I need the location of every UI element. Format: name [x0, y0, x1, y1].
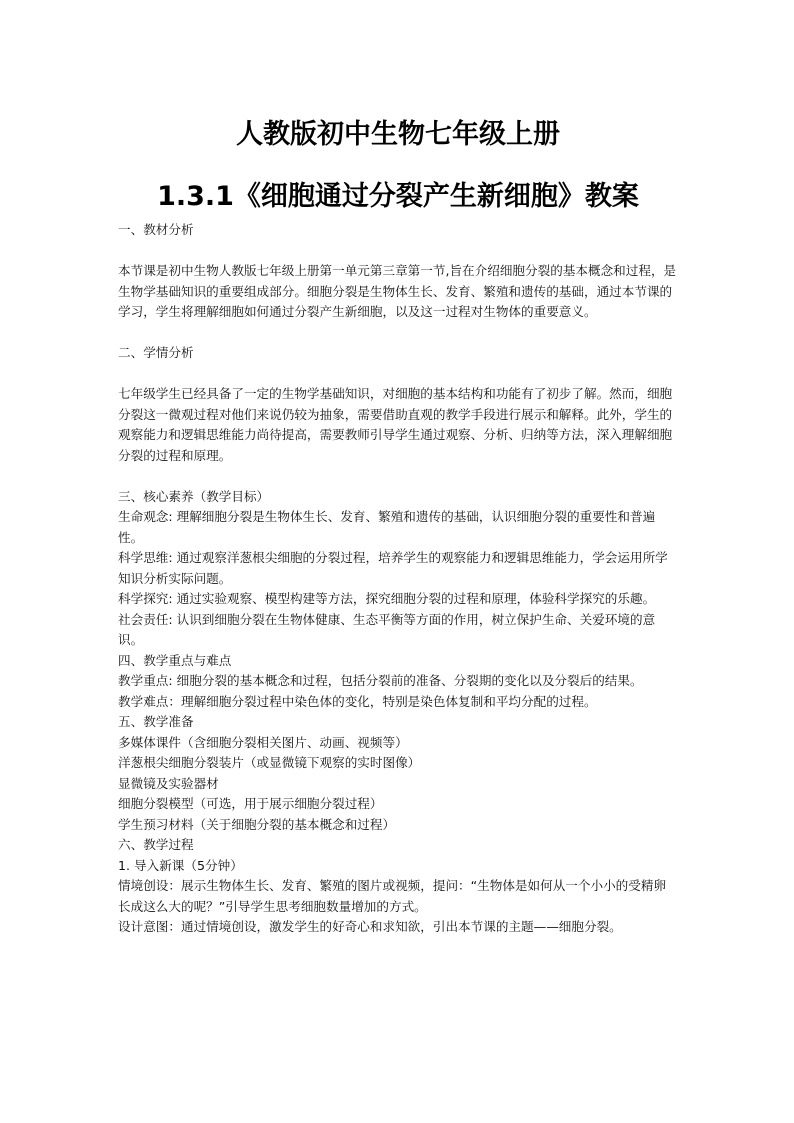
section-heading-student-analysis: 二、学情分析 [118, 345, 194, 360]
subheading-introduction: 1. 导入新课（5分钟） [118, 857, 243, 873]
list-item-cell-model: 细胞分裂模型（可选，用于展示细胞分裂过程） [118, 796, 383, 811]
document-body [118, 220, 678, 938]
list-item-scientific-inquiry: 科学探究: 通过实验观察、模型构建等方法，探究细胞分裂的过程和原理，体验科学探究的乐趣。 [118, 591, 656, 606]
list-item-difficult-point: 教学难点：理解细胞分裂过程中染色体的变化，特别是染色体复制和平均分配的过程。 [118, 693, 597, 709]
paragraph-student-analysis: 七年级学生已经具备了一定的生物学基础知识，对细胞的基本结构和功能有了初步了解。然而，细胞分裂这一微观过程对他们来说仍较为抽象，需要借助直观的教学手段进行展示和解释。此外，学生的观察能力和逻辑思维能力尚待提高，需要教师引导学生通过观察、分析、归纳等方法，深入理解细胞分裂的过程和原理。 [118, 386, 673, 463]
paragraph-textbook-analysis: 本节课是初中生物人教版七年级上册第一单元第三章第一节,旨在介绍细胞分裂的基本概念和过程，是生物学基础知识的重要组成部分。细胞分裂是生物体生长、发育、繁殖和遗传的基础，通过本节课的学习，学生将理解细胞如何通过分裂产生新细胞，以及这一过程对生物体的重要意义。 [118, 263, 677, 319]
section-heading-textbook-analysis: 一、教材分析 [118, 222, 194, 237]
section-heading-teaching-process: 六、教学过程 [118, 837, 194, 852]
list-item-scenario: 情境创设：展示生物体生长、发育、繁殖的图片或视频，提问：“生物体是如何从一个小小的受精卵长成这么大的呢？”引导学生思考细胞数量增加的方式。 [118, 878, 667, 914]
list-item-multimedia: 多媒体课件（含细胞分裂相关图片、动画、视频等） [118, 734, 408, 750]
document-subtitle: 1.3.1《细胞通过分裂产生新细胞》教案 [157, 181, 639, 212]
list-item-design-intent: 设计意图：通过情境创设，激发学生的好奇心和求知欲，引出本节课的主题——细胞分裂。 [118, 919, 622, 934]
section-heading-preparation: 五、教学准备 [118, 714, 194, 729]
list-item-scientific-thinking: 科学思维: 通过观察洋葱根尖细胞的分裂过程，培养学生的观察能力和逻辑思维能力，学会运用所学知识分析实际问题。 [118, 550, 668, 586]
section-heading-key-points: 四、教学重点与难点 [118, 652, 232, 668]
document-title: 人教版初中生物七年级上册 [236, 119, 560, 150]
list-item-life-concept: 生命观念: 理解细胞分裂是生物体生长、发育、繁殖和遗传的基础，认识细胞分裂的重要性和普遍性。 [118, 509, 656, 545]
section-heading-core-literacy: 三、核心素养（教学目标） [118, 488, 270, 504]
list-item-social-responsibility: 社会责任: 认识到细胞分裂在生物体健康、生态平衡等方面的作用，树立保护生命、关爱环境的意识。 [118, 611, 656, 647]
list-item-key-point: 教学重点: 细胞分裂的基本概念和过程，包括分裂前的准备、分裂期的变化以及分裂后的结果。 [118, 673, 643, 688]
list-item-onion-slide: 洋葱根尖细胞分裂装片（或显微镜下观察的实时图像） [118, 755, 421, 770]
list-item-microscope: 显微镜及实验器材 [118, 775, 219, 791]
list-item-preview-material: 学生预习材料（关于细胞分裂的基本概念和过程） [118, 816, 396, 832]
